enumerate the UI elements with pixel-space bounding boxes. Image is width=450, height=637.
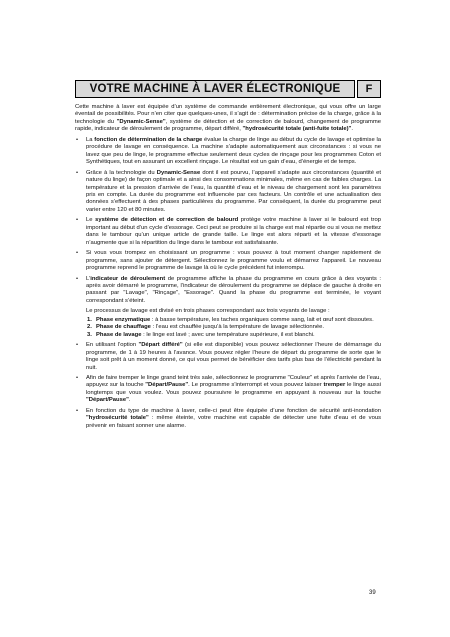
text-run: . Le programme s’interrompt et vous pouvez laisser: [188, 382, 324, 389]
bullet-item: [75, 342, 381, 372]
bullet-icon: •: [76, 250, 79, 257]
bold-term: indicateur de déroulement: [90, 275, 166, 282]
text-run: de programme affiche la phase du programme en cours grâce à des voyants : après avoir démarré le programme, l’indicateur de déroulement du programme se déplace de gauche à droite en passant par "Lavage", "Rinçage", "Essorage". Quand la phase du programme est terminée, le voyant correspondant s’éteint.: [86, 275, 382, 304]
text-run: .: [128, 397, 131, 404]
bold-term: "hydrosécurité totale (anti-fuite totale)": [242, 126, 352, 133]
text-run: L’: [86, 275, 91, 282]
phase-description: : à basse température, les taches organiques comme sang, lait et œuf sont dissoutes.: [150, 316, 374, 323]
bullet-icon: •: [76, 342, 79, 349]
bullet-icon: •: [76, 136, 79, 143]
bullet-item: [75, 408, 381, 430]
step-number: 3.: [87, 331, 92, 338]
bullet-item: [75, 375, 381, 405]
text-run: Si vous vous trompez en choisissant un programme : vous pouvez à tout moment changer rapidement de programme, sans ajouter de détergent. Sélectionnez le programme voulu et démarrez l’appareil. Le nouveau programme reprend le programme de lavage là où le cycle précédent fut interrompu.: [86, 250, 381, 272]
phase-name: Phase de lavage: [96, 331, 142, 338]
body-text: [75, 104, 381, 433]
feature-list: [75, 137, 381, 306]
feature-list-2: [75, 342, 381, 430]
text-run: .: [351, 126, 353, 133]
text-run: , système de détection et de correction de balourd, changement de programme rapide, indicateur de déroulement de programme, départ différé,: [75, 118, 382, 133]
text-run: En utilisant l’option: [86, 342, 139, 349]
text-run: En fonction du type de machine à laver, celle-ci peut être équipée d’une fonction de sécurité anti-inondation: [86, 407, 381, 414]
bold-term: tremper: [323, 382, 346, 389]
step-number: 2.: [87, 324, 92, 331]
intro-paragraph: [75, 104, 381, 134]
bullet-item: [75, 250, 381, 272]
text-run: Grâce à la technologie du: [86, 169, 157, 176]
text-run: évalue la charge de linge au début du cycle de lavage et optimise la procédure de lavage en conséquence. La machine s’adapte automatiquement aux circonstances : si vous ne lavez que peu de linge, le programme effectue seulement deux cycles de rinçage pour les programmes Coton et Synthétiques, tout en assurant un excellent rinçage. Le résultat est un gain d’eau, d’énergie et de temps.: [86, 136, 381, 166]
text-run: Cette machine à laver est équipée d’un système de commande entièrement électronique, qui vous offre un large éventail de possibilités. Pour n’en citer que quelques-unes, il s’agit de : détermination précise de la charge, grâce à la technologie du: [75, 104, 381, 125]
bold-term: "Départ différé": [138, 342, 183, 349]
text-run: le linge aussi longtemps que vous voulez. Vous pouvez poursuivre le programme en appuyant à nouveau sur la touche: [86, 382, 381, 396]
bullet-icon: •: [76, 169, 79, 176]
wash-phases: [75, 308, 381, 339]
bold-term: "Dynamic-Sense": [116, 118, 166, 125]
bold-term: fonction de détermination de la charge: [94, 136, 203, 143]
language-badge: F: [357, 80, 381, 98]
text-run: Afin de faire tremper le linge grand teint très sale, sélectionnez le programme "Couleur" et après l’arrivée de l’eau, appuyez sur la touche: [86, 374, 381, 389]
text-run: : même éteinte, votre machine est capable de détecter une fuite d’eau et de vous prévenir en faisant sonner une alarme.: [86, 415, 382, 429]
bullet-item: [75, 276, 381, 306]
text-run: (si elle est disponible) vous pouvez sélectionner l’heure de démarrage du programme, de 1 à 19 heures à l’avance. Vous pouvez régler l’heure de départ du programme de sorte que le linge soit prêt à un moment donné, ce qui vous permet de bénéficier des tarifs plus bas de l’électricité pendant la nuit.: [86, 342, 381, 371]
bullet-icon: •: [76, 275, 79, 282]
bullet-item: [75, 137, 381, 167]
bold-term: "Départ/Pause": [145, 382, 189, 389]
text-run: protège votre machine à laver si le balourd est trop important au début d’un cycle d’essorage. Ceci peut se produire si la charge est mal répartie ou si vous ne mettez dans le tambour qu’un unique article de grande taille. Le linge est alors réparti et la vitesse d’essorage n’augmente que si la répartition du linge dans le tambour est satisfaisante.: [86, 217, 382, 246]
bold-term: "Départ/Pause": [86, 397, 129, 404]
bullet-icon: •: [76, 407, 79, 414]
text-run: Le: [86, 217, 96, 224]
bullet-icon: •: [76, 217, 79, 224]
text-run: dont il est pourvu, l’appareil s’adapte aux circonstances (quantité et nature du linge) de façon optimale et a ainsi des consommations minimales, même en cas de faibles charges. La température et la pression d’arrivée de l’eau, la quantité d’eau et le niveau de chargement sont les paramètres pris en compte. La durée du programme est influencée par ces facteurs. Un contrôle et une actualisation des données s’effectuent à des phases particulières du programme. Par conséquent, la durée du programme peut varier entre 120 et 80 minutes.: [86, 169, 381, 213]
bold-term: Dynamic-Sense: [156, 169, 201, 176]
step-number: 1.: [87, 316, 92, 323]
phase-description: : l’eau est chauffée jusqu’à la température de lavage sélectionnée.: [150, 324, 324, 331]
bold-term: "hydrosécurité totale": [86, 415, 149, 422]
text-run: La: [86, 136, 95, 143]
wash-phase-item: [86, 332, 381, 339]
phase-name: Phase de chauffage: [96, 324, 151, 331]
page-number: 39: [369, 590, 376, 596]
wash-phases-list: [86, 317, 381, 339]
phase-description: : le linge est lavé ; avec une température supérieure, il est blanchi.: [141, 331, 315, 338]
bullet-item: [75, 217, 381, 247]
wash-phase-item: [86, 317, 381, 324]
section-header: [75, 80, 381, 98]
phase-name: Phase enzymatique: [96, 316, 151, 323]
bold-term: système de détection et de correction de balourd: [95, 217, 239, 224]
page-title: VOTRE MACHINE À LAVER ÉLECTRONIQUE: [75, 80, 355, 98]
bullet-item: [75, 170, 381, 215]
bullet-icon: •: [76, 374, 79, 381]
wash-phase-item: [86, 324, 381, 331]
wash-phases-intro: Le processus de lavage est divisé en trois phases correspondant aux trois voyants de lavage :: [86, 308, 330, 315]
